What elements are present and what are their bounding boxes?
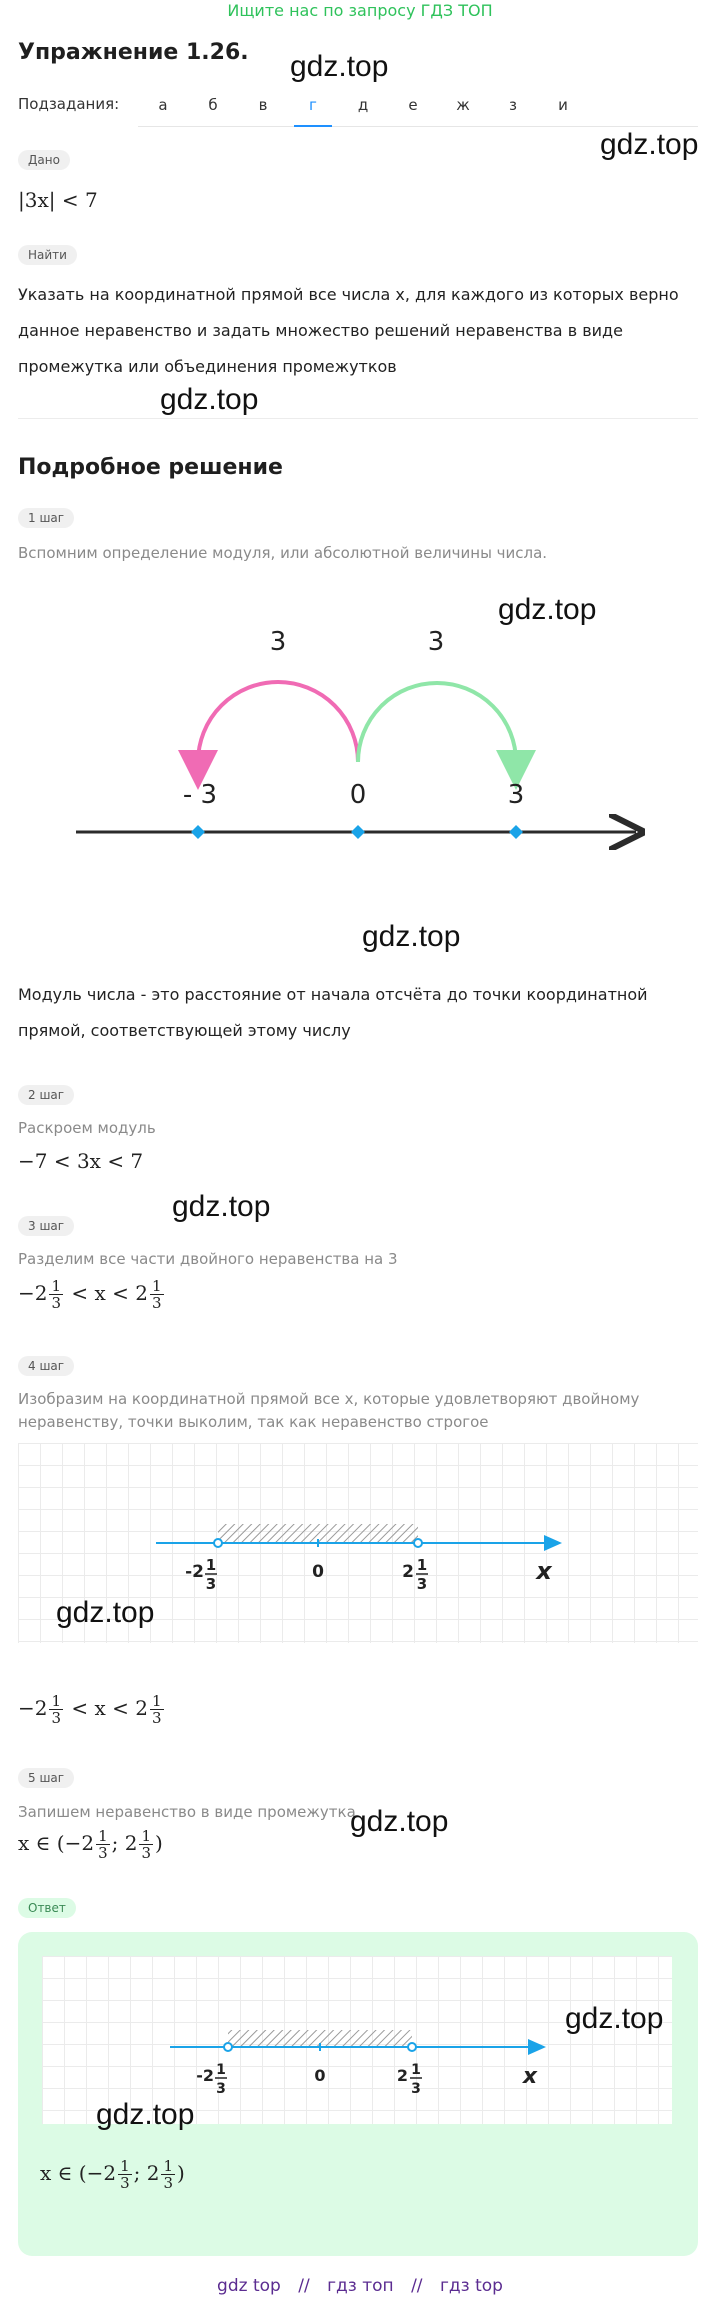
watermark: gdz.top [56,1596,155,1629]
left-den-label: 3 [205,1575,217,1593]
point-label-3: 3 [507,780,525,810]
solution-title: Подробное решение [18,455,283,480]
given-pill: Дано [18,150,70,170]
watermark: gdz.top [600,128,699,161]
step4-pill: 4 шаг [18,1356,74,1376]
step4-text [18,1388,708,1434]
explanation-line: Модуль числа - это расстояние от начала отсчёта до точки координатной [18,985,648,1004]
watermark: gdz.top [565,2002,664,2035]
left-num-label: 1 [216,2062,226,2078]
tab-i[interactable]: и [558,96,568,114]
open-point-right [408,2043,416,2051]
modulus-diagram [60,620,660,860]
step1-pill: 1 шаг [18,508,74,528]
point-label-0: 0 [349,780,367,810]
arc-left-label: 3 [269,627,287,657]
ineq-right-whole: 2 [135,1696,148,1720]
step1-explanation [18,977,708,1049]
step3-text: Разделим все части двойного неравенства на 3 [18,1250,398,1268]
step3-inequality [18,1278,166,1311]
watermark: gdz.top [172,1190,271,1223]
watermark: gdz.top [350,1805,449,1838]
watermark: gdz.top [290,50,389,83]
zero-label: 0 [314,2066,326,2085]
explanation-line: прямой, соответствующей этому числу [18,1021,351,1040]
subtask-tabs [138,88,698,127]
watermark: gdz.top [96,2098,195,2131]
fraction: $\frac{1}{3}$ [152,1692,162,1727]
step5-pill: 5 шаг [18,1768,74,1788]
point-3 [509,825,523,839]
fraction: $\frac{1}{3}$ [141,1827,152,1862]
interval-prefix: x ∈ (−2 [18,1831,95,1855]
right-den-label: 3 [411,2081,421,2097]
find-pill: Найти [18,245,77,265]
watermark: gdz.top [160,383,259,416]
find-text-line: Указать на координатной прямой все числа x, для каждого из которых верно [18,285,679,304]
footer-link[interactable]: гдз top [439,2276,503,2296]
divider [18,418,698,419]
step2-expression: −7 < 3x < 7 [18,1149,144,1173]
left-arc [198,682,358,770]
left-den-label: 3 [216,2081,226,2097]
tab-b[interactable]: б [208,96,218,114]
step5-interval [18,1828,163,1861]
step3-pill: 3 шаг [18,1216,74,1236]
ineq-middle: < x < [71,1696,129,1720]
interval-suffix: ) [177,2161,185,2185]
step4-inequality [18,1693,166,1726]
ineq-left-whole: −2 [18,1281,48,1305]
fraction: $\frac{1}{3}$ [98,1827,108,1862]
answer-box [18,1932,698,2256]
right-arc [358,683,516,770]
footer-separator: // [411,2276,423,2296]
fraction: $\frac{1}{3}$ [51,1692,62,1727]
tab-v[interactable]: в [258,96,268,114]
tab-zh[interactable]: ж [456,96,470,114]
find-text-line: данное неравенство и задать множество решений неравенства в виде [18,321,623,340]
step5-text: Запишем неравенство в виде промежутка [18,1803,356,1821]
step1-text: Вспомним определение модуля, или абсолютной величины числа. [18,544,548,562]
left-whole-label: -2 [185,1562,204,1582]
interval-mid: ; 2 [111,1831,138,1855]
step4-text-line: Изобразим на координатной прямой все x, которые удовлетворяют двойному [18,1390,640,1408]
right-whole-label: 2 [396,2066,408,2085]
arc-right-label: 3 [427,627,445,657]
zero-label: 0 [312,1562,324,1582]
axis-var-label: x [522,2064,538,2089]
tab-z[interactable]: з [509,96,517,114]
point-minus3 [191,825,205,839]
point-0 [351,825,365,839]
watermark: gdz.top [498,593,597,626]
ineq-left-whole: −2 [18,1696,48,1720]
footer-link[interactable]: гдз топ [327,2276,394,2296]
answer-interval [40,2158,185,2191]
axis-var-label: x [536,1557,552,1585]
answer-pill: Ответ [18,1898,76,1918]
fraction: $\frac{1}{3}$ [120,2157,130,2192]
tab-e[interactable]: е [408,96,418,114]
fraction: $\frac{1}{3}$ [163,2157,174,2192]
left-whole-label: -2 [196,2066,214,2085]
open-point-left [224,2043,232,2051]
interval-mid: ; 2 [133,2161,160,2185]
interval-prefix: x ∈ (−2 [40,2161,117,2185]
tab-g[interactable]: г [288,88,338,126]
open-point-left [214,1539,222,1547]
watermark: gdz.top [362,920,461,953]
footer-links [0,2276,720,2296]
step2-text: Раскроем модуль [18,1119,156,1137]
fraction: $\frac{1}{3}$ [51,1277,62,1312]
right-whole-label: 2 [402,1562,414,1582]
find-text-line: промежутка или объединения промежутков [18,357,397,376]
footer-separator: // [298,2276,310,2296]
open-point-right [414,1539,422,1547]
right-num-label: 1 [416,1556,428,1574]
right-den-label: 3 [416,1575,428,1593]
find-text [18,277,708,385]
point-label-minus3: - 3 [182,780,218,810]
tab-a[interactable]: а [158,96,168,114]
footer-link[interactable]: gdz top [217,2276,281,2296]
given-expression: |3x| < 7 [18,188,98,212]
interval-suffix: ) [155,1831,163,1855]
ineq-right-whole: 2 [135,1281,148,1305]
left-num-label: 1 [205,1556,217,1574]
tab-d[interactable]: д [357,96,369,114]
ineq-middle: < x < [71,1281,129,1305]
right-num-label: 1 [411,2062,421,2078]
step2-pill: 2 шаг [18,1085,74,1105]
fraction: $\frac{1}{3}$ [152,1277,162,1312]
step4-text-line: неравенству, точки выколим, так как неравенство строгое [18,1413,489,1431]
subtasks-label: Подзадания: [18,95,120,113]
page-title: Упражнение 1.26. [18,40,249,65]
search-banner[interactable]: Ищите нас по запросу ГДЗ ТОП [227,1,493,20]
